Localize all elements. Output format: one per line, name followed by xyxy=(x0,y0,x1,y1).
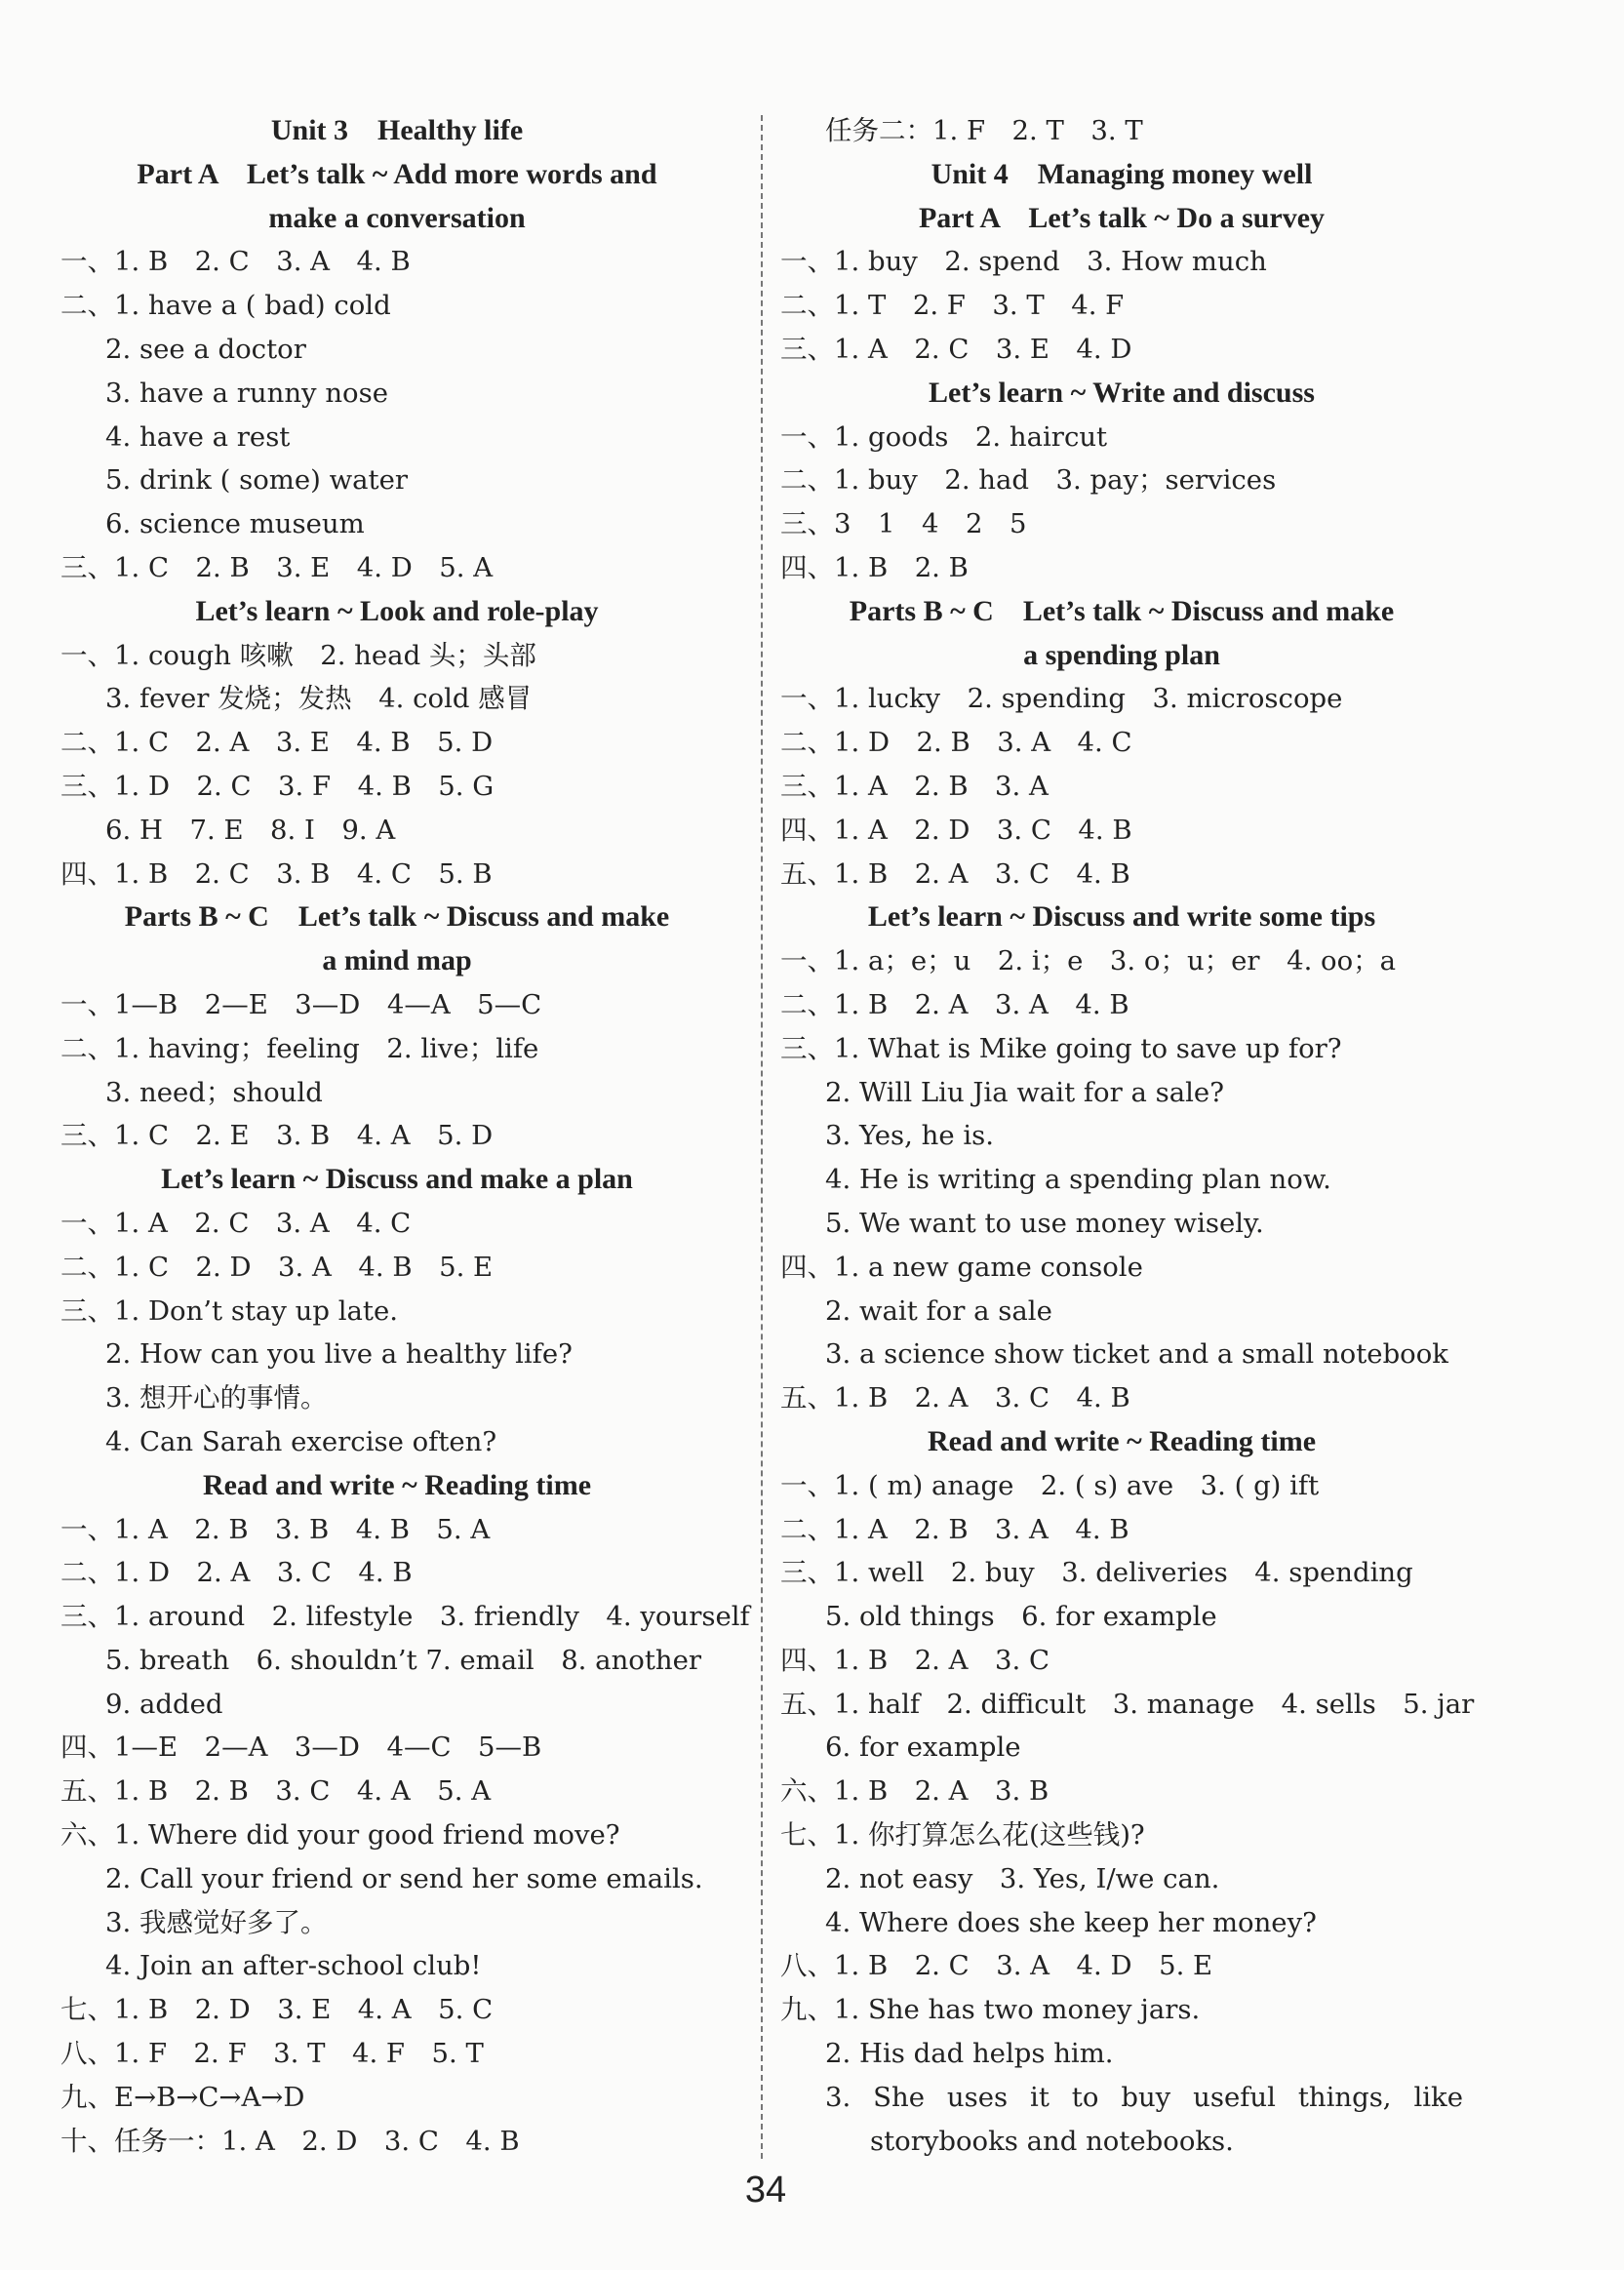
answer-line: 一、1. cough 咳嗽 2. head 头；头部 xyxy=(60,639,536,671)
section-heading: Unit 4 Managing money well xyxy=(931,157,1313,190)
answer-line: 四、1. a new game console xyxy=(780,1251,1143,1283)
section-heading: Let’s learn ~ Discuss and make a plan xyxy=(161,1163,633,1196)
section-heading: Let’s learn ~ Write and discuss xyxy=(929,376,1315,409)
answer-line: 九、1. She has two money jars. xyxy=(780,1994,1201,2026)
answer-line: 4. He is writing a spending plan now. xyxy=(825,1164,1331,1196)
answer-line: storybooks and notebooks. xyxy=(870,2125,1234,2157)
answer-line: 二、1. A 2. B 3. A 4. B xyxy=(780,1513,1129,1545)
section-heading: a spending plan xyxy=(1023,638,1220,671)
answer-line: 十、任务一：1. A 2. D 3. C 4. B xyxy=(60,2125,520,2157)
answer-line: 五、1. B 2. A 3. C 4. B xyxy=(780,1382,1130,1414)
answer-line: 三、1. A 2. B 3. A xyxy=(780,770,1049,802)
left-column xyxy=(60,109,750,2163)
answer-line: 一、1—B 2—E 3—D 4—A 5—C xyxy=(60,988,542,1020)
right-column xyxy=(780,109,1475,2163)
answer-line: 3. need；should xyxy=(105,1076,323,1108)
answer-line: 2. Call your friend or send her some emails. xyxy=(105,1862,703,1894)
section-heading: Read and write ~ Reading time xyxy=(202,1468,592,1501)
answer-line: 五、1. half 2. difficult 3. manage 4. sells 5. jar xyxy=(780,1688,1475,1720)
section-heading: Parts B ~ C Let’s talk ~ Discuss and make xyxy=(124,900,670,934)
answer-line: 5. drink ( some) water xyxy=(105,464,409,497)
answer-line: 3. fever 发烧；发热 4. cold 感冒 xyxy=(105,683,533,715)
answer-line: 3. She uses it to buy useful things, like xyxy=(825,2081,1463,2113)
answer-line: 二、1. B 2. A 3. A 4. B xyxy=(780,988,1129,1020)
answer-line: 2. Will Liu Jia wait for a sale? xyxy=(825,1076,1224,1108)
answer-line: 五、1. B 2. B 3. C 4. A 5. A xyxy=(60,1775,492,1808)
answer-line: 4. have a rest xyxy=(105,420,291,453)
answer-line: 三、1. A 2. C 3. E 4. D xyxy=(780,333,1132,365)
answer-line: 三、1. well 2. buy 3. deliveries 4. spending xyxy=(780,1557,1413,1589)
answer-line: 六、1. Where did your good friend move? xyxy=(60,1819,620,1852)
section-heading: Let’s learn ~ Look and role-play xyxy=(195,594,599,627)
section-heading: make a conversation xyxy=(268,201,526,234)
answer-line: 四、1. B 2. B xyxy=(780,551,969,583)
answer-line: 3. 想开心的事情。 xyxy=(105,1382,328,1414)
section-heading: Part A Let’s talk ~ Do a survey xyxy=(918,201,1326,234)
answer-line: 2. How can you live a healthy life? xyxy=(105,1338,573,1371)
answer-line: 三、1. C 2. E 3. B 4. A 5. D xyxy=(60,1120,494,1152)
answer-line: 二、1. having；feeling 2. live；life xyxy=(60,1032,539,1064)
answer-line: 5. breath 6. shouldn’t 7. email 8. another xyxy=(105,1644,702,1676)
answer-line: 一、1. ( m) anage 2. ( s) ave 3. ( g) ift xyxy=(780,1469,1320,1501)
answer-line: 4. Can Sarah exercise often? xyxy=(105,1425,497,1457)
answer-line: 二、1. D 2. B 3. A 4. C xyxy=(780,727,1132,759)
answer-line: 任务二：1. F 2. T 3. T xyxy=(825,115,1143,146)
answer-line: 四、1. B 2. C 3. B 4. C 5. B xyxy=(60,857,493,890)
answer-line: 八、1. B 2. C 3. A 4. D 5. E xyxy=(780,1950,1213,1982)
answer-line: 2. see a doctor xyxy=(105,333,306,365)
answer-line: 八、1. F 2. F 3. T 4. F 5. T xyxy=(60,2038,484,2070)
answer-line: 一、1. a；e；u 2. i；e 3. o；u；er 4. oo；a xyxy=(780,945,1397,977)
section-heading: Unit 3 Healthy life xyxy=(270,114,524,146)
answer-line: 6. H 7. E 8. I 9. A xyxy=(105,814,396,846)
answer-line: 3. Yes, he is. xyxy=(825,1120,994,1152)
answer-line: 4. Where does she keep her money? xyxy=(825,1906,1317,1938)
answer-line: 3. 我感觉好多了。 xyxy=(105,1906,328,1938)
answer-line: 二、1. have a ( bad) cold xyxy=(60,290,391,322)
answer-line: 5. old things 6. for example xyxy=(825,1601,1217,1633)
answer-line: 二、1. D 2. A 3. C 4. B xyxy=(60,1557,413,1589)
answer-line: 三、1. Don’t stay up late. xyxy=(60,1294,398,1327)
answer-line: 一、1. goods 2. haircut xyxy=(780,420,1108,453)
section-heading: Parts B ~ C Let’s talk ~ Discuss and make xyxy=(849,594,1395,627)
answer-line: 三、1. around 2. lifestyle 3. friendly 4. yourself xyxy=(60,1601,750,1633)
answer-line: 四、1. B 2. A 3. C xyxy=(780,1644,1050,1676)
answer-line: 七、1. B 2. D 3. E 4. A 5. C xyxy=(60,1994,494,2026)
answer-line: 六、1. B 2. A 3. B xyxy=(780,1775,1050,1808)
answer-line: 4. Join an after-school club! xyxy=(105,1950,482,1982)
answer-line: 三、1. D 2. C 3. F 4. B 5. G xyxy=(60,770,495,802)
answer-line: 2. not easy 3. Yes, I/we can. xyxy=(825,1862,1220,1894)
answer-line: 三、1. C 2. B 3. E 4. D 5. A xyxy=(60,551,494,583)
answer-line: 一、1. buy 2. spend 3. How much xyxy=(780,246,1267,278)
answer-line: 九、E→B→C→A→D xyxy=(60,2081,305,2113)
answer-line: 2. wait for a sale xyxy=(825,1294,1052,1327)
answer-line: 三、1. What is Mike going to save up for? xyxy=(780,1032,1342,1064)
answer-line: 四、1. A 2. D 3. C 4. B xyxy=(780,814,1132,846)
answer-line: 2. His dad helps him. xyxy=(825,2038,1114,2070)
answer-line: 3. have a runny nose xyxy=(105,377,388,409)
answer-line: 9. added xyxy=(105,1688,223,1720)
section-heading: Part A Let’s talk ~ Add more words and xyxy=(137,157,657,190)
answer-line: 6. science museum xyxy=(105,508,365,540)
section-heading: a mind map xyxy=(322,944,472,977)
answer-line: 6. for example xyxy=(825,1732,1021,1764)
answer-line: 七、1. 你打算怎么花(这些钱)? xyxy=(780,1819,1145,1852)
answer-line: 二、1. C 2. A 3. E 4. B 5. D xyxy=(60,727,494,759)
answer-line: 一、1. A 2. C 3. A 4. C xyxy=(60,1207,412,1239)
answer-line: 5. We want to use money wisely. xyxy=(825,1207,1264,1239)
answer-line: 三、3 1 4 2 5 xyxy=(780,508,1027,540)
answer-line: 一、1. lucky 2. spending 3. microscope xyxy=(780,683,1343,715)
answer-line: 一、1. B 2. C 3. A 4. B xyxy=(60,246,411,278)
answer-line: 二、1. T 2. F 3. T 4. F xyxy=(780,290,1125,322)
answer-line: 一、1. A 2. B 3. B 4. B 5. A xyxy=(60,1513,491,1545)
answer-line: 五、1. B 2. A 3. C 4. B xyxy=(780,857,1130,890)
column-divider xyxy=(761,115,763,2159)
answer-line: 二、1. buy 2. had 3. pay；services xyxy=(780,464,1277,497)
page-number: 34 xyxy=(744,2170,787,2210)
section-heading: Read and write ~ Reading time xyxy=(927,1424,1317,1457)
section-heading: Let’s learn ~ Discuss and write some tips xyxy=(867,900,1376,934)
answer-line: 四、1—E 2—A 3—D 4—C 5—B xyxy=(60,1732,542,1764)
answer-line: 二、1. C 2. D 3. A 4. B 5. E xyxy=(60,1251,494,1283)
answer-line: 3. a science show ticket and a small notebook xyxy=(825,1338,1448,1371)
